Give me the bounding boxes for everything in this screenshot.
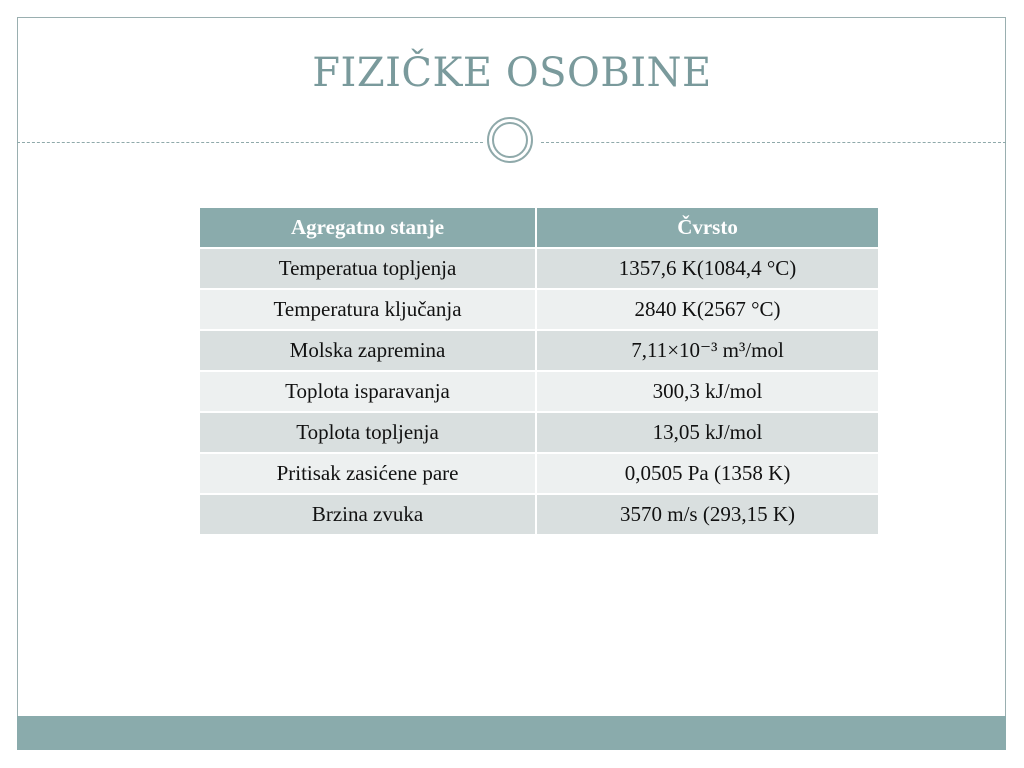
property-name: Toplota isparavanja: [199, 371, 536, 412]
property-name: Temperatura ključanja: [199, 289, 536, 330]
property-value: 3570 m/s (293,15 K): [536, 494, 879, 535]
property-value: 2840 K(2567 °C): [536, 289, 879, 330]
title-divider-left: [17, 142, 483, 143]
table-row: [199, 494, 879, 535]
table-row: [199, 289, 879, 330]
header-state-value: Čvrsto: [536, 207, 879, 248]
physical-properties-table: [198, 206, 880, 536]
property-value: 0,0505 Pa (1358 K): [536, 453, 879, 494]
slide-title: FIZIČKE OSOBINE: [312, 50, 712, 96]
property-name: Molska zapremina: [199, 330, 536, 371]
table-header-row: [199, 207, 879, 248]
property-name: Brzina zvuka: [199, 494, 536, 535]
header-state-label: Agregatno stanje: [199, 207, 536, 248]
property-value: 300,3 kJ/mol: [536, 371, 879, 412]
property-value: 13,05 kJ/mol: [536, 412, 879, 453]
footer-band: [17, 716, 1006, 750]
circle-ornament-icon: [487, 117, 533, 163]
table-row: [199, 453, 879, 494]
title-divider-right: [541, 142, 1006, 143]
property-name: Pritisak zasićene pare: [199, 453, 536, 494]
table-row: [199, 371, 879, 412]
property-name: Toplota topljenja: [199, 412, 536, 453]
property-value: 7,11×10⁻³ m³/mol: [536, 330, 879, 371]
table-row: [199, 412, 879, 453]
table-row: [199, 330, 879, 371]
property-value: 1357,6 K(1084,4 °C): [536, 248, 879, 289]
property-name: Temperatua topljenja: [199, 248, 536, 289]
table-row: [199, 248, 879, 289]
